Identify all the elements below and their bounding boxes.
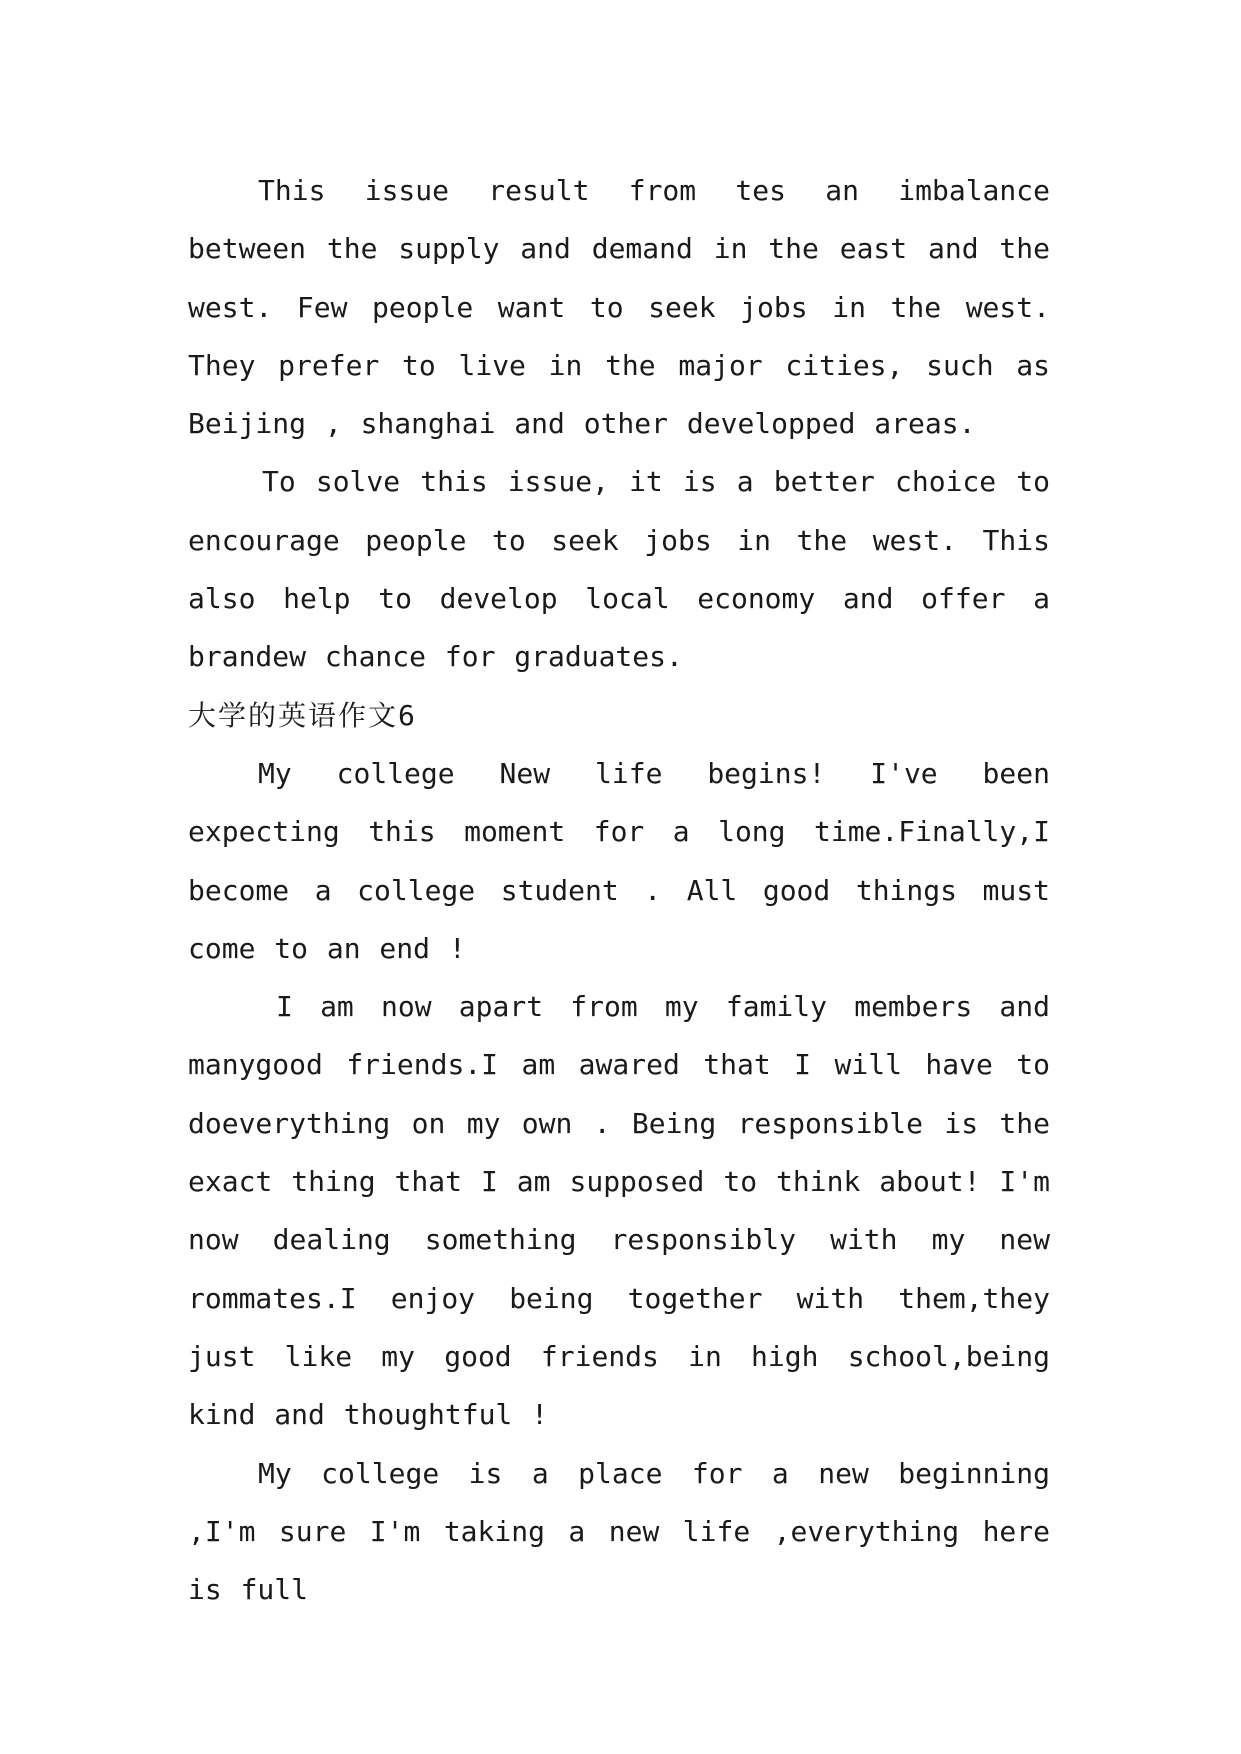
paragraph-solution: To solve this issue, it is a better choice to encourage people to seek jobs in the west. This also help to develop local economy and offer a brandew chance for graduates. [188,465,1050,674]
paragraph-responsibility: I am now apart from my family members and manygood friends.I am awared that I will have to doeverything on my own . Being responsible is the exact thing that I am supposed to think about! I'm now dealing something responsibly with my new rommates.I enjoy being together with them,they just like my good friends in high school,being kind and thoughtful ! [188,990,1050,1432]
paragraph-new-beginning: My college is a place for a new beginning ,I'm sure I'm taking a new life ,everything here is full [188,1456,1050,1607]
paragraph-imbalance: This issue result from tes an imbalance between the supply and demand in the east and the west. Few people want to seek jobs in the west. They prefer to live in the major cities, such as Beijing , shanghai and other developped areas. [188,174,1050,441]
document-body [188,162,1050,1619]
section-heading: 大学的英语作文6 [188,698,417,732]
paragraph-new-life: My college New life begins! I've been expecting this moment for a long time.Finally,I become a college student . All good things must come to an end ! [188,756,1050,965]
